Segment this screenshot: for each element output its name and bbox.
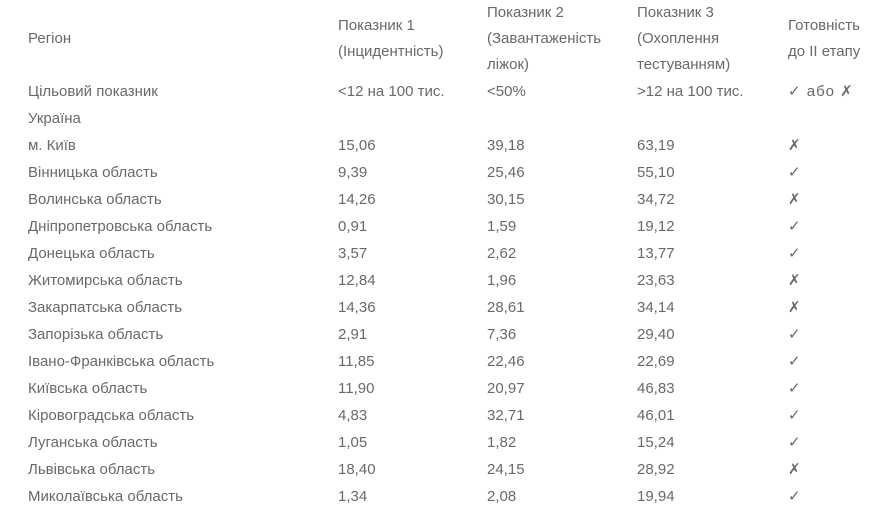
indicator1-cell: 0,91 [338, 218, 368, 235]
region-name-cell: Житомирська область [28, 272, 183, 289]
region-row [0, 267, 870, 294]
region-name-cell: м. Київ [28, 137, 76, 154]
indicator2-cell: 1,59 [487, 218, 517, 235]
col-header-indicator1 [312, 0, 461, 78]
target-indicator1-cell: <12 на 100 тис. [338, 83, 445, 100]
readiness-mark: ✓ [788, 218, 802, 235]
region-name-cell: Запорізька область [28, 326, 164, 343]
region-row [0, 294, 870, 321]
target-readiness-cell: ✓ або ✗ [788, 83, 854, 100]
indicator2-cell: 39,18 [487, 137, 525, 154]
indicator3-cell: 22,69 [637, 353, 675, 370]
indicator1-cell: 4,83 [338, 407, 368, 424]
col-header-indicator3-title: Показник 3 [637, 4, 714, 21]
readiness-mark: ✓ [788, 488, 802, 505]
region-row [0, 321, 870, 348]
country-indicator1-cell [312, 105, 461, 132]
indicator1-cell: 12,84 [338, 272, 376, 289]
region-row [0, 159, 870, 186]
col-header-readiness-title: Готовність до II етапу [788, 17, 861, 60]
indicator1-cell: 18,40 [338, 461, 376, 478]
country-row-label: Україна [28, 110, 81, 127]
indicator3-cell: 28,92 [637, 461, 675, 478]
header-row [0, 0, 870, 78]
indicator3-cell: 15,24 [637, 434, 675, 451]
readiness-mark: ✓ [788, 353, 802, 370]
indicator3-cell: 19,94 [637, 488, 675, 505]
indicator2-cell: 24,15 [487, 461, 525, 478]
region-row [0, 429, 870, 456]
col-header-region [0, 0, 312, 78]
readiness-mark: ✗ [788, 461, 802, 478]
readiness-mark: ✓ [788, 434, 802, 451]
readiness-mark: ✗ [788, 272, 802, 289]
col-header-indicator1-title: Показник 1 [338, 17, 415, 34]
indicator2-cell: 30,15 [487, 191, 525, 208]
indicator2-cell: 28,61 [487, 299, 525, 316]
indicator3-cell: 23,63 [637, 272, 675, 289]
target-row-label: Цільовий показник [28, 83, 158, 100]
target-indicator2-cell: <50% [487, 83, 526, 100]
indicator1-cell: 9,39 [338, 164, 368, 181]
indicator3-cell: 55,10 [637, 164, 675, 181]
col-header-region-title: Регіон [28, 30, 72, 47]
target-indicator-row [0, 78, 870, 105]
readiness-mark: ✓ [788, 380, 802, 397]
indicator2-cell: 32,71 [487, 407, 525, 424]
indicator2-cell: 7,36 [487, 326, 517, 343]
region-name-cell: Луганська область [28, 434, 158, 451]
region-row [0, 213, 870, 240]
readiness-mark: ✓ [788, 326, 802, 343]
region-name-cell: Івано-Франківська область [28, 353, 215, 370]
indicator2-cell: 1,82 [487, 434, 517, 451]
indicator3-cell: 63,19 [637, 137, 675, 154]
region-row [0, 456, 870, 483]
region-name-cell: Закарпатська область [28, 299, 183, 316]
region-row [0, 186, 870, 213]
indicator1-cell: 11,90 [338, 380, 375, 397]
country-row [0, 105, 870, 132]
indicator1-cell: 1,05 [338, 434, 368, 451]
readiness-mark: ✓ [788, 245, 802, 262]
indicator3-cell: 29,40 [637, 326, 675, 343]
indicator2-cell: 1,96 [487, 272, 517, 289]
indicator2-cell: 2,62 [487, 245, 517, 262]
region-name-cell: Миколаївська область [28, 488, 183, 505]
region-row [0, 240, 870, 267]
col-header-indicator2-subtitle: (Завантаженість ліжок) [487, 30, 602, 73]
country-indicator2-cell [461, 105, 611, 132]
col-header-indicator3 [611, 0, 762, 78]
indicator2-cell: 2,08 [487, 488, 517, 505]
col-header-indicator2 [461, 0, 611, 78]
indicator2-cell: 25,46 [487, 164, 525, 181]
col-header-readiness [762, 0, 870, 78]
col-header-indicator1-subtitle: (Інцидентність) [338, 43, 444, 60]
target-indicator3-cell: >12 на 100 тис. [637, 83, 744, 100]
readiness-mark: ✓ [788, 164, 802, 181]
country-readiness-cell [762, 105, 870, 132]
region-row [0, 132, 870, 159]
country-indicator3-cell [611, 105, 762, 132]
indicator1-cell: 1,34 [338, 488, 368, 505]
readiness-mark: ✓ [788, 407, 802, 424]
region-name-cell: Львівська область [28, 461, 156, 478]
region-row [0, 402, 870, 429]
indicator2-cell: 20,97 [487, 380, 525, 397]
readiness-mark: ✗ [788, 299, 802, 316]
indicator3-cell: 19,12 [637, 218, 675, 235]
indicator3-cell: 46,83 [637, 380, 675, 397]
indicator1-cell: 3,57 [338, 245, 368, 262]
region-row [0, 375, 870, 402]
indicator1-cell: 11,85 [338, 353, 375, 370]
readiness-mark: ✗ [788, 137, 802, 154]
indicator1-cell: 14,26 [338, 191, 376, 208]
indicator1-cell: 2,91 [338, 326, 368, 343]
region-name-cell: Київська область [28, 380, 148, 397]
indicator3-cell: 34,14 [637, 299, 675, 316]
region-name-cell: Волинська область [28, 191, 162, 208]
readiness-mark: ✗ [788, 191, 802, 208]
indicator2-cell: 22,46 [487, 353, 525, 370]
region-name-cell: Вінницька область [28, 164, 158, 181]
col-header-indicator3-subtitle: (Охоплення тестуванням) [637, 30, 731, 73]
region-name-cell: Донецька область [28, 245, 155, 262]
col-header-indicator2-title: Показник 2 [487, 4, 564, 21]
indicator3-cell: 13,77 [637, 245, 675, 262]
indicator1-cell: 14,36 [338, 299, 376, 316]
indicator1-cell: 15,06 [338, 137, 376, 154]
indicator3-cell: 34,72 [637, 191, 675, 208]
region-name-cell: Кіровоградська область [28, 407, 195, 424]
region-row [0, 348, 870, 375]
indicator3-cell: 46,01 [637, 407, 675, 424]
region-name-cell: Дніпропетровська область [28, 218, 213, 235]
